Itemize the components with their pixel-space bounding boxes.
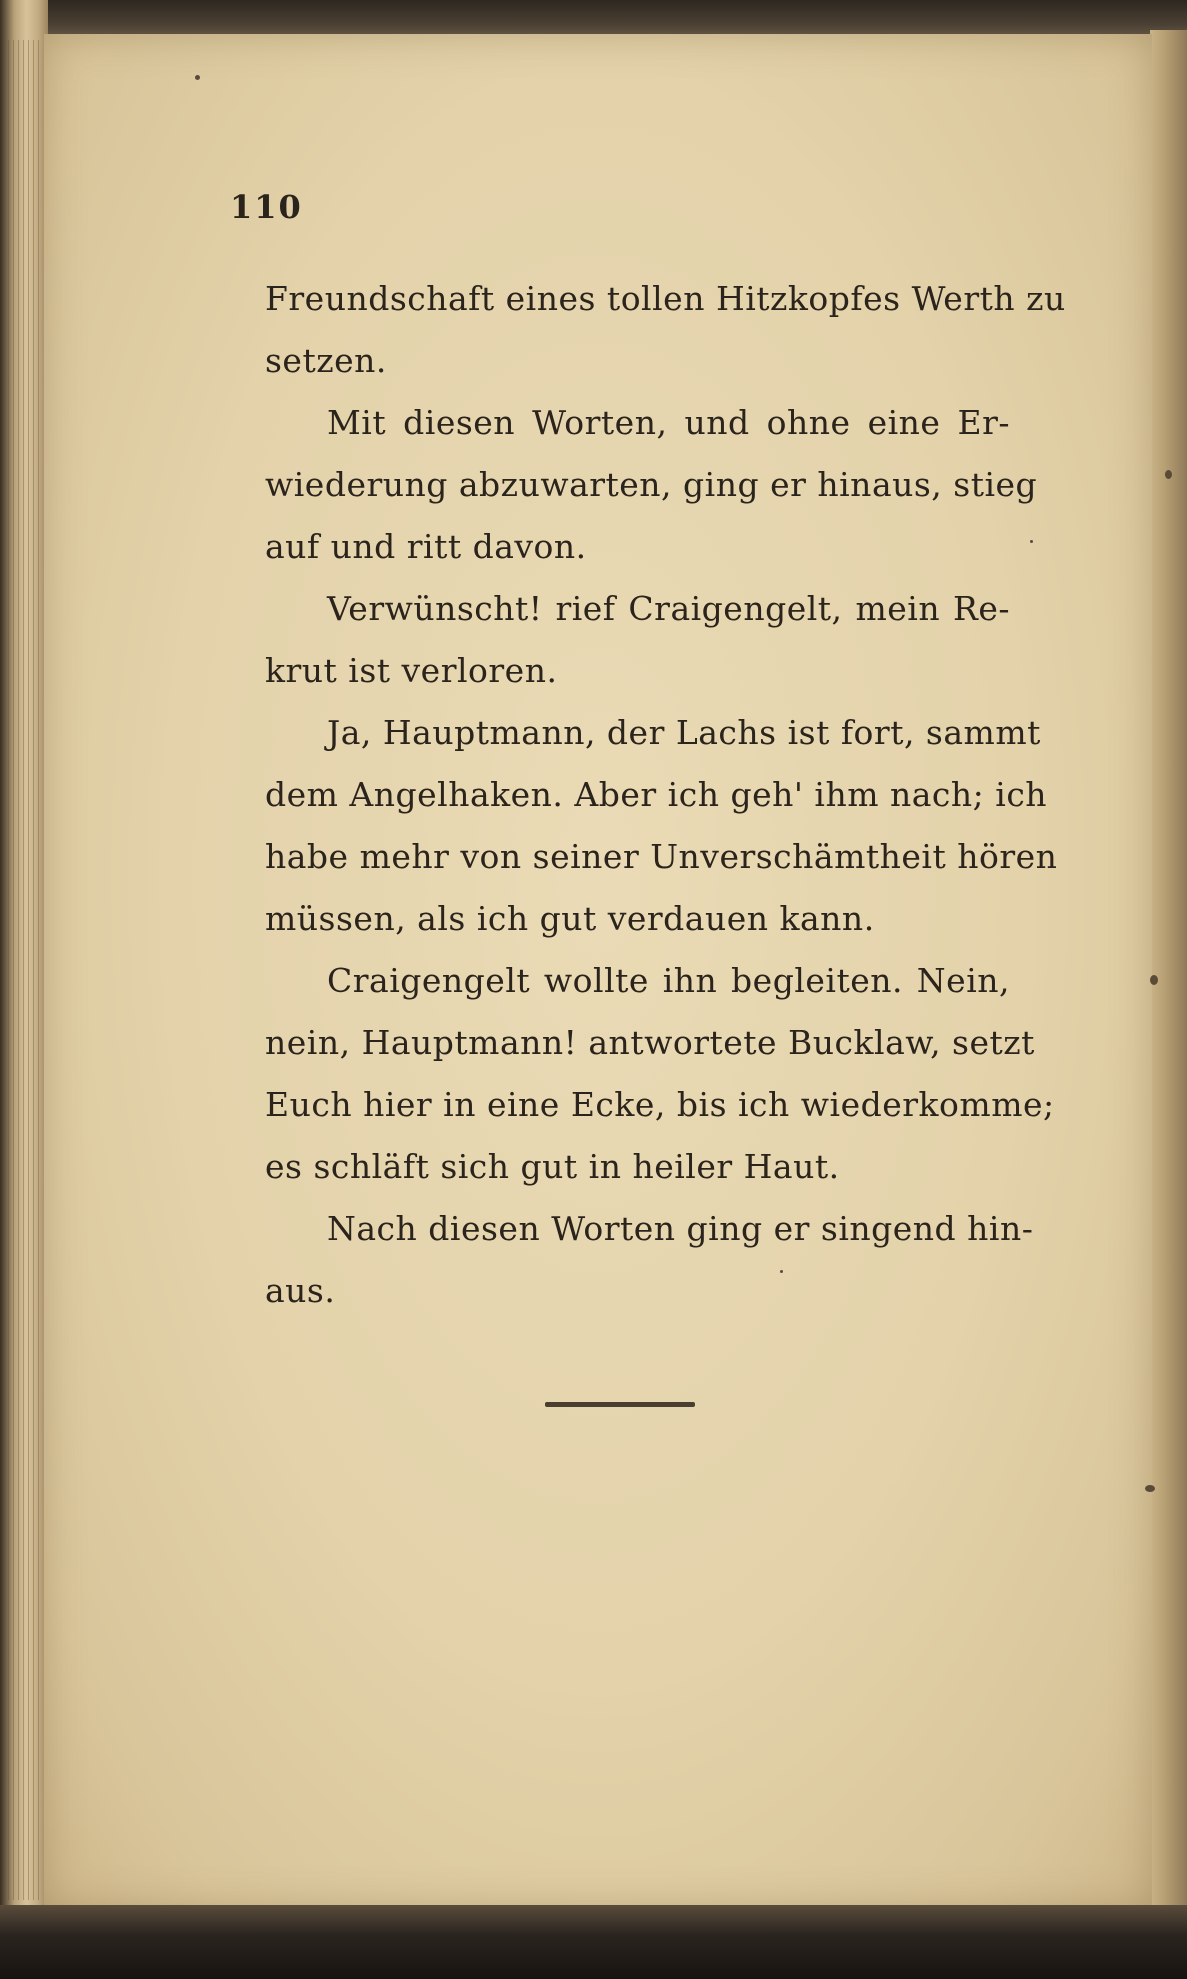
- text-line: müssen, als ich gut verdauen kann.: [265, 899, 875, 938]
- page-number: 110: [230, 188, 303, 226]
- body-text: [265, 268, 1066, 1322]
- page-stack-lines: [8, 40, 40, 1900]
- paper-speck: [1150, 975, 1158, 985]
- text-line: auf und ritt davon.: [265, 527, 587, 566]
- paper-speck: [195, 75, 200, 80]
- text-line: wiederung abzuwarten, ging er hinaus, stieg: [265, 465, 1038, 504]
- text-line: Mit diesen Worten, und ohne eine Er-: [327, 403, 1010, 442]
- text-line: setzen.: [265, 341, 387, 380]
- text-line: Verwünscht! rief Craigengelt, mein Re-: [327, 589, 1010, 628]
- book-spine-edge: [0, 0, 48, 1979]
- text-line: Ja, Hauptmann, der Lachs ist fort, sammt: [327, 713, 1041, 752]
- text-line: Craigengelt wollte ihn begleiten. Nein,: [327, 961, 1010, 1000]
- paper-speck: [780, 1270, 783, 1273]
- text-line: Euch hier in eine Ecke, bis ich wiederkomme;: [265, 1085, 1055, 1124]
- paper-speck: [1030, 540, 1033, 543]
- paper-speck: [1145, 1485, 1155, 1492]
- text-line: nein, Hauptmann! antwortete Bucklaw, setzt: [265, 1023, 1035, 1062]
- book-fore-edge: [1150, 30, 1187, 1910]
- paper-speck: [1165, 470, 1172, 479]
- text-line: krut ist verloren.: [265, 651, 558, 690]
- text-line: aus.: [265, 1271, 336, 1310]
- text-line: Freundschaft eines tollen Hitzkopfes Werth zu: [265, 279, 1066, 318]
- text-line: Nach diesen Worten ging er singend hin-: [327, 1209, 1034, 1248]
- text-line: habe mehr von seiner Unverschämtheit hören: [265, 837, 1058, 876]
- text-line: dem Angelhaken. Aber ich geh' ihm nach; ich: [265, 775, 1048, 814]
- text-line: es schläft sich gut in heiler Haut.: [265, 1147, 840, 1186]
- end-rule: [545, 1402, 695, 1407]
- book-bottom-edge: [0, 1905, 1187, 1979]
